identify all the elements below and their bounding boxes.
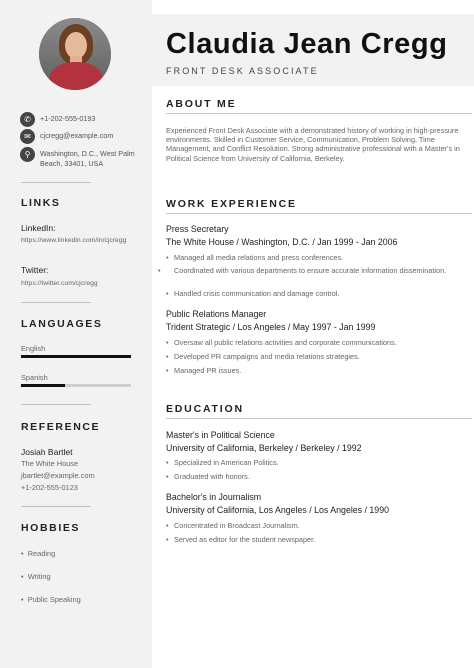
language-name: English — [21, 344, 46, 353]
education-school: University of California, Los Angeles / Los Angeles / 1990 — [166, 505, 389, 515]
education-bullet: • Graduated with honors. — [166, 472, 250, 481]
education-school: University of California, Berkeley / Berkeley / 1992 — [166, 443, 362, 453]
job-title: FRONT DESK ASSOCIATE — [166, 66, 319, 76]
divider — [21, 404, 91, 405]
job-org: Trident Strategic / Los Angeles / May 1997 - Jan 1999 — [166, 322, 376, 332]
divider — [21, 302, 91, 303]
languages-heading: LANGUAGES — [21, 318, 103, 330]
reference-org: The White House — [21, 459, 79, 468]
person-name: Claudia Jean Cregg — [166, 28, 448, 60]
divider — [166, 418, 472, 419]
experience-heading: WORK EXPERIENCE — [166, 198, 297, 210]
divider — [166, 213, 472, 214]
hobby-item: • Public Speaking — [21, 595, 81, 604]
main-content — [152, 0, 474, 668]
contact-address-text: Washington, D.C., West Palm Beach, 33401, USA — [40, 149, 135, 168]
job-role: Press Secretary — [166, 224, 229, 234]
job-bullet: • Oversaw all public relations activities and corporate communications. — [166, 338, 397, 347]
job-bullet: • Handled crisis communication and damage control. — [166, 289, 340, 298]
education-bullet: • Concentrated in Broadcast Journalism. — [166, 521, 300, 530]
phone-icon: ✆ — [20, 112, 35, 127]
links-heading: LINKS — [21, 197, 61, 209]
location-pin-icon: ⚲ — [20, 147, 35, 162]
contact-phone-text: +1-202-555-0193 — [40, 114, 96, 123]
profile-photo — [39, 18, 111, 90]
reference-name: Josiah Bartlet — [21, 447, 73, 457]
link-label-linkedin: LinkedIn: — [21, 223, 56, 233]
hobby-item: • Writing — [21, 572, 51, 581]
email-icon: ✉ — [20, 129, 35, 144]
hobby-item: • Reading — [21, 549, 56, 558]
job-role: Public Relations Manager — [166, 309, 267, 319]
education-bullet: • Served as editor for the student newspaper. — [166, 535, 316, 544]
contact-email-text: cjcregg@example.com — [40, 131, 114, 140]
language-level-bar — [21, 355, 131, 358]
reference-phone: +1-202-555-0123 — [21, 483, 78, 492]
link-linkedin[interactable]: https://www.linkedin.com/in/cjcregg — [21, 237, 127, 244]
language-level-fill — [21, 384, 65, 387]
education-degree: Bachelor's in Journalism — [166, 492, 262, 502]
job-org: The White House / Washington, D.C. / Jan 1999 - Jan 2006 — [166, 237, 398, 247]
job-bullet: • Coordinated with various departments to ensure accurate information dissemination. — [158, 266, 447, 275]
education-degree: Master's in Political Science — [166, 430, 275, 440]
education-heading: EDUCATION — [166, 403, 244, 415]
reference-email: jbartlet@example.com — [21, 471, 95, 480]
hobbies-heading: HOBBIES — [21, 522, 81, 534]
language-level-fill — [21, 355, 131, 358]
link-twitter[interactable]: https://twitter.com/cjcregg — [21, 280, 98, 287]
job-bullet: • Developed PR campaigns and media relations strategies. — [166, 352, 360, 361]
education-bullet: • Specialized in American Politics. — [166, 458, 279, 467]
divider — [166, 113, 472, 114]
job-bullet: • Managed all media relations and press conferences. — [166, 253, 344, 262]
divider — [21, 182, 91, 183]
language-name: Spanish — [21, 373, 48, 382]
divider — [21, 506, 91, 507]
reference-heading: REFERENCE — [21, 421, 101, 433]
job-bullet: • Managed PR issues. — [166, 366, 242, 375]
link-label-twitter: Twitter: — [21, 265, 49, 275]
about-text: Experienced Front Desk Associate with a demonstrated history of working in high-pressure environments. Skilled in Customer Service, Communication, Problem Solving, Time Management, and Conflict Resolution. Strong administrative professional with a Master's in Political Science from University of California, Berkeley. — [166, 126, 460, 163]
sidebar — [0, 0, 152, 668]
language-level-bar — [21, 384, 131, 387]
about-heading: ABOUT ME — [166, 98, 237, 110]
